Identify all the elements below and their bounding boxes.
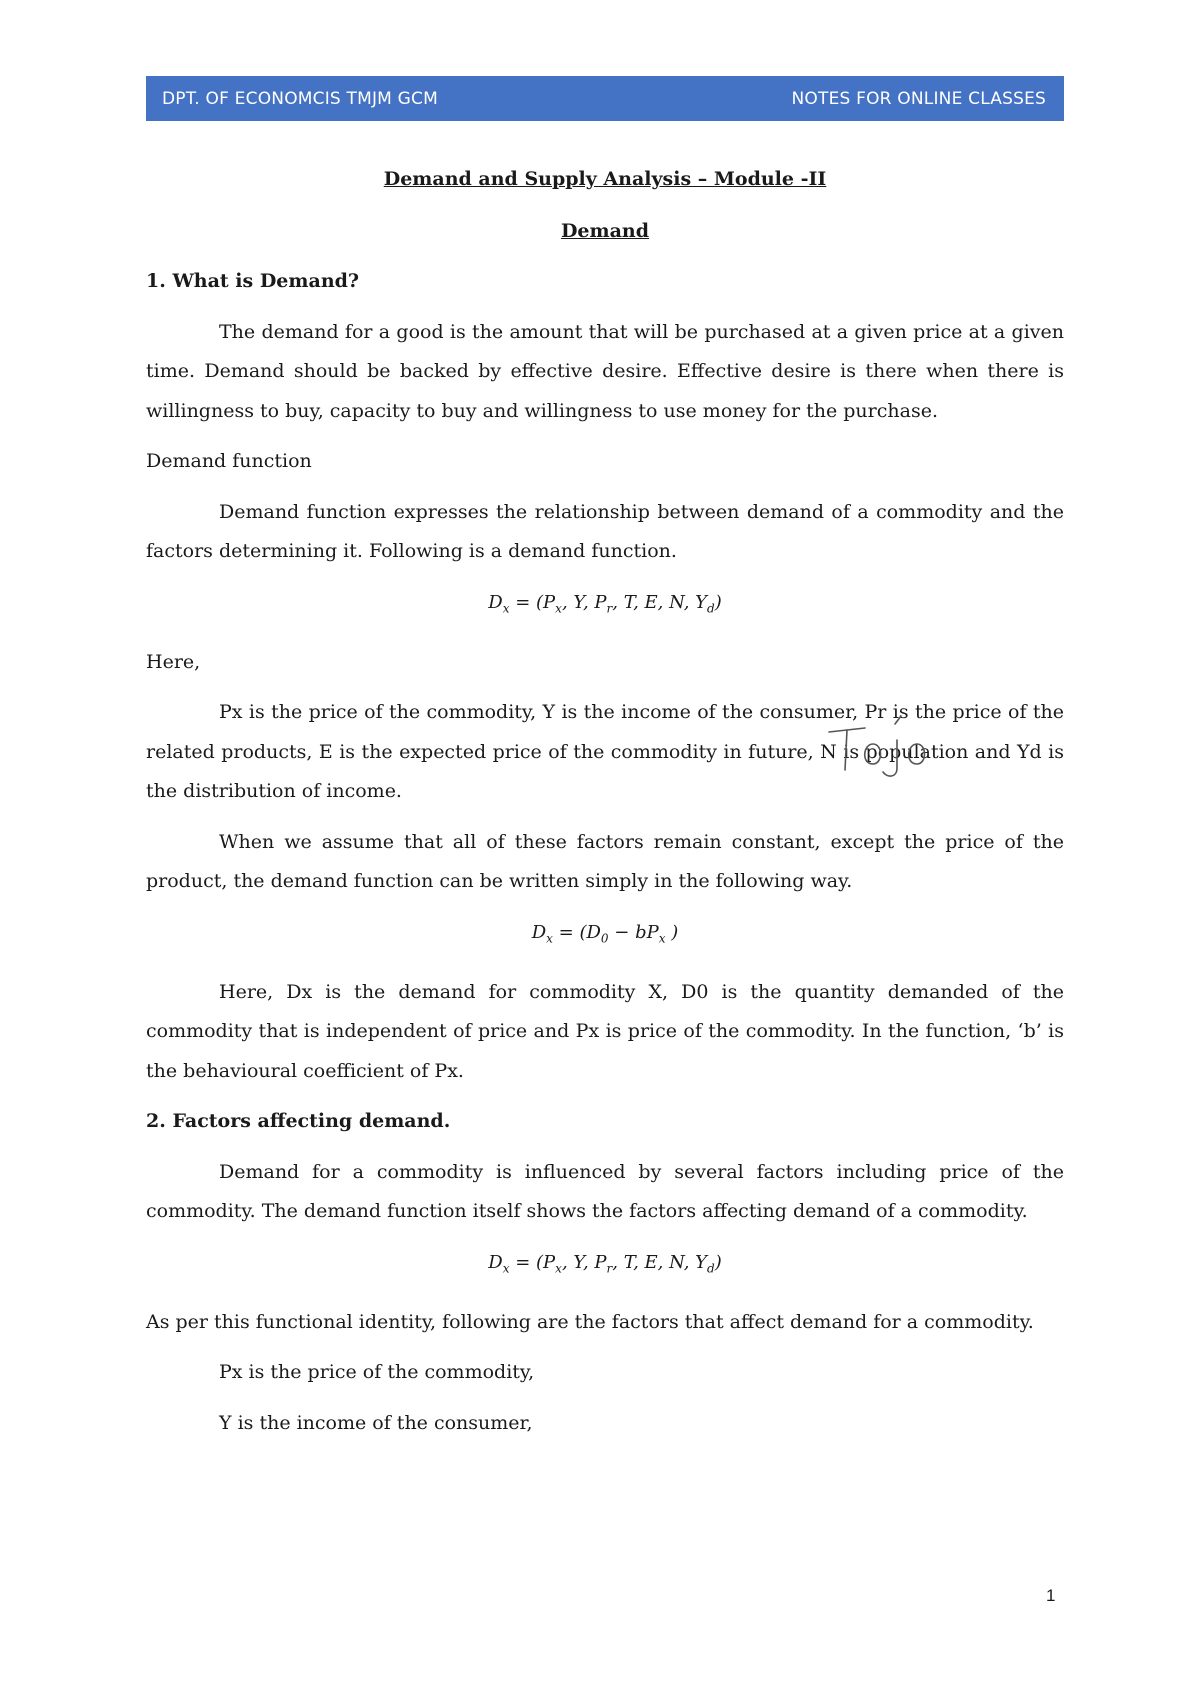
formula-term: P	[594, 591, 607, 613]
handwritten-signature	[825, 710, 935, 780]
formula-subscript: x	[555, 601, 562, 616]
formula-term: P	[594, 1251, 607, 1273]
formula-subscript: x	[502, 1261, 510, 1276]
paragraph-factors-list-intro: As per this functional identity, following are the factors that affect demand for a commodity.	[146, 1310, 1034, 1333]
formula-subscript: x	[502, 601, 510, 616]
document-title: Demand and Supply Analysis – Module -II	[383, 168, 827, 190]
formula-term: , T, E, N,	[612, 1251, 696, 1273]
heading-what-is-demand: 1. What is Demand?	[146, 270, 360, 292]
formula-subscript: x	[658, 931, 666, 946]
formula-term: P	[543, 1251, 556, 1273]
formula-subscript: d	[707, 1261, 715, 1276]
paragraph-variable-definitions: Px is the price of the commodity, Y is the income of the consumer, Pr is the price of the related products, E is the expected price of the commodity in future, N is population and Yd is the distribution of income.	[146, 701, 1064, 803]
formula-term: D	[488, 591, 503, 613]
formula-term: )	[714, 591, 722, 613]
factor-item-price: Px is the price of the commodity,	[219, 1361, 535, 1384]
formula-subscript: 0	[600, 931, 609, 946]
formula-term: D	[586, 921, 601, 943]
paragraph-demand-definition: The demand for a good is the amount that will be purchased at a given price at a given time. Demand should be backed by effective desire. Effective desire is there when there is willingness to buy, capacity to buy and willingness to use money for the purchase.	[146, 320, 1064, 422]
formula-term: P	[646, 921, 659, 943]
here-label: Here,	[146, 650, 201, 673]
formula-demand-function	[146, 583, 1064, 629]
formula-term: )	[714, 1251, 722, 1273]
formula-term: D	[531, 921, 547, 943]
formula-term: , Y,	[561, 1251, 595, 1273]
formula-term: , Y,	[561, 591, 595, 613]
formula-term: , T, E, N,	[612, 591, 696, 613]
formula-term: Y	[695, 1251, 708, 1273]
section-title: Demand	[560, 219, 650, 242]
document-body	[146, 160, 1064, 1454]
formula-subscript: r	[606, 1261, 613, 1276]
formula-term: Y	[695, 591, 708, 613]
formula-term: )	[665, 921, 679, 943]
formula-subscript: x	[546, 931, 553, 946]
formula-demand-function-repeat	[146, 1243, 1064, 1289]
paragraph-factors-intro: Demand for a commodity is influenced by several factors including price of the commodity. The demand function itself shows the factors affecting demand of a commodity.	[146, 1160, 1064, 1223]
page-number: 1	[1046, 1586, 1056, 1605]
subheading-demand-function: Demand function	[146, 450, 312, 472]
formula-term: = (	[509, 1251, 544, 1273]
formula-subscript: r	[606, 601, 613, 616]
formula-term: = (	[509, 591, 544, 613]
formula-subscript: d	[707, 601, 715, 616]
formula-term: = (	[552, 921, 587, 943]
paragraph-demand-function: Demand function expresses the relationship between demand of a commodity and the factors determining it. Following is a demand function.	[146, 500, 1064, 562]
formula-term: D	[488, 1251, 503, 1273]
formula-term: − b	[608, 921, 647, 943]
factor-item-income: Y is the income of the consumer,	[219, 1411, 533, 1434]
page-header	[146, 76, 1064, 121]
formula-linear-demand	[146, 913, 1064, 959]
paragraph-ceteris-paribus: When we assume that all of these factors remain constant, except the price of the product, the demand function can be written simply in the following way.	[146, 830, 1064, 893]
formula-subscript: x	[555, 1261, 562, 1276]
heading-factors-affecting-demand: 2. Factors affecting demand.	[146, 1110, 451, 1133]
paragraph-linear-explanation: Here, Dx is the demand for commodity X, D0 is the quantity demanded of the commodity that is independent of price and Px is price of the commodity. In the function, ‘b’ is the behavioural coefficient of Px.	[146, 980, 1064, 1082]
header-department: DPT. OF ECONOMCIS TMJM GCM	[162, 88, 438, 109]
formula-term: P	[543, 591, 556, 613]
header-notes-label: NOTES FOR ONLINE CLASSES	[791, 88, 1046, 109]
